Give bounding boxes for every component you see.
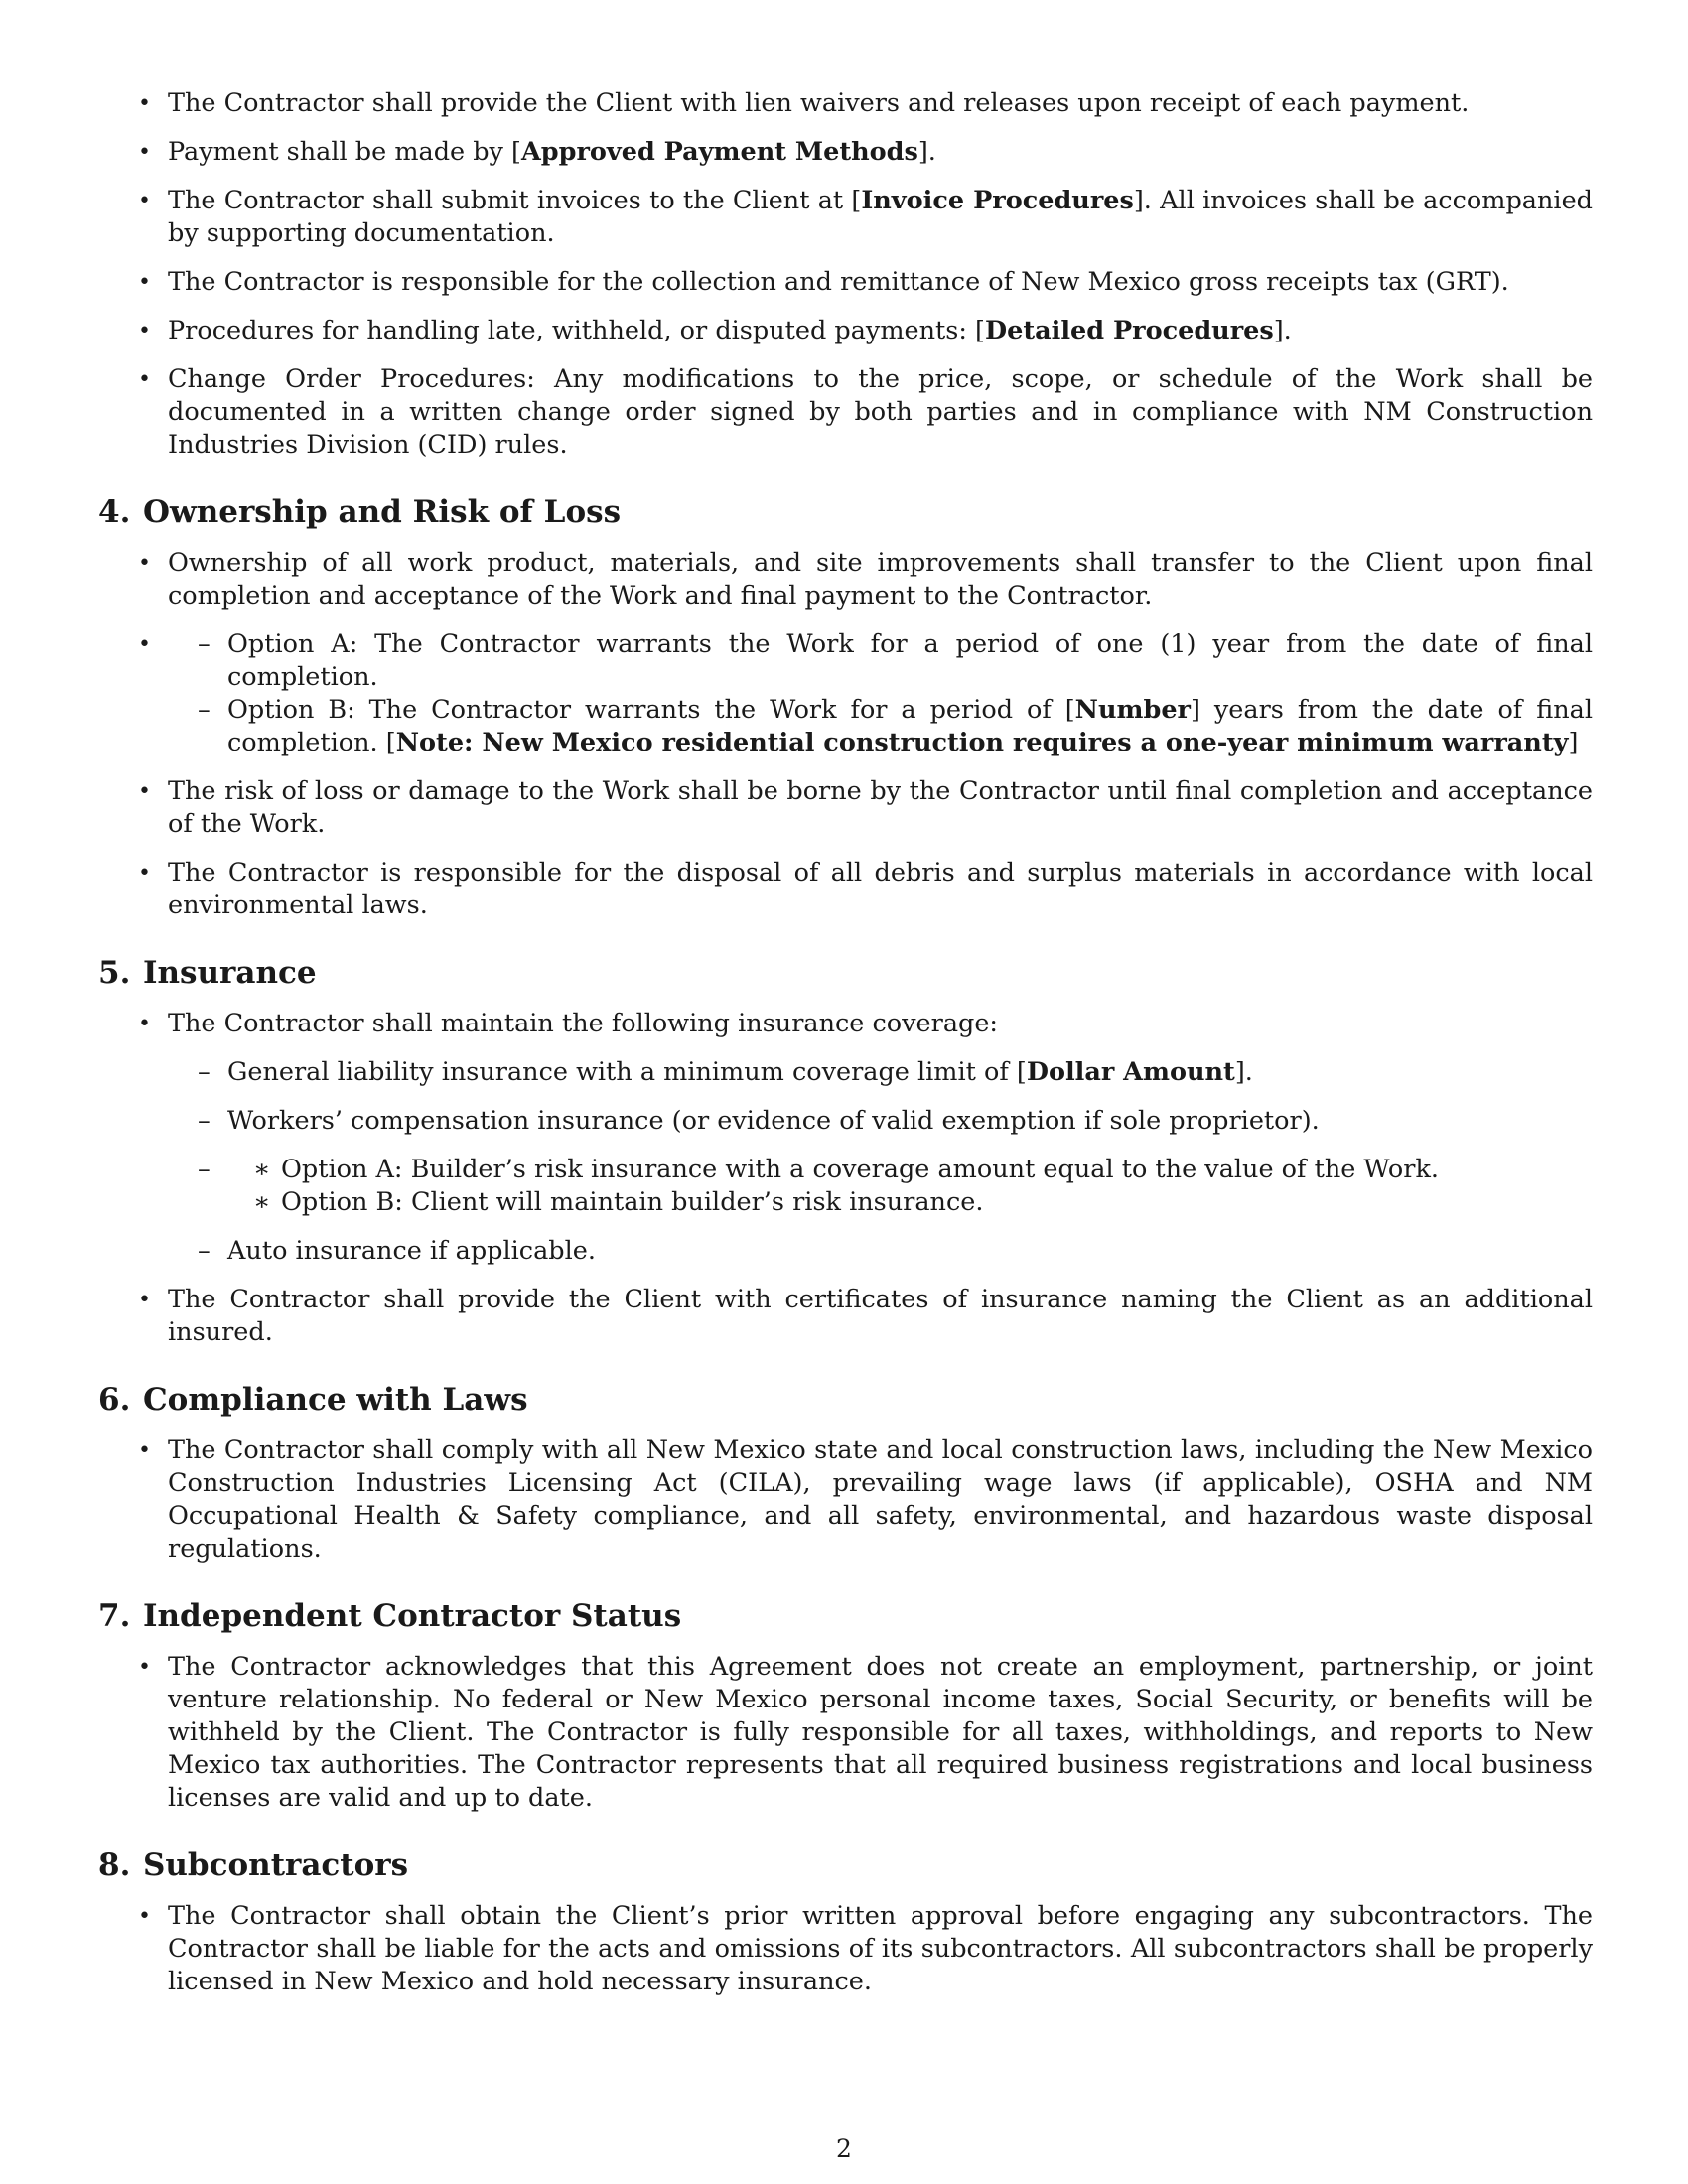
payment-terms-list: [98, 87, 1593, 462]
list-item: • Change Order Procedures: Any modifications to the price, scope, or schedule of the Work shall be documented in a written change order signed by both parties and in compliance with NM Construction Industries Division (CID) rules.: [98, 363, 1593, 462]
section-heading-ownership: 4. Ownership and Risk of Loss: [98, 494, 622, 530]
placeholder-field: Invoice Procedures: [861, 186, 1134, 215]
list-item: [98, 628, 1593, 759]
list-item: • The Contractor shall provide the Client with lien waivers and releases upon receipt of each payment.: [98, 87, 1593, 120]
subcontractors-list: [98, 1900, 1593, 1998]
list-item: • The Contractor shall comply with all New Mexico state and local construction laws, including the New Mexico Construction Industries Licensing Act (CILA), prevailing wage laws (if applicable), OSHA and NM Occupational Health & Safety compliance, and all safety, environmental, and hazardous waste disposal regulations.: [98, 1434, 1593, 1566]
list-item: • Ownership of all work product, materials, and site improvements shall transfer to the Client upon final completion and acceptance of the Work and final payment to the Contractor.: [98, 547, 1593, 613]
list-item: – General liability insurance with a minimum coverage limit of [Dollar Amount].: [168, 1056, 1593, 1089]
list-item: ∗ – Option A: Builder’s risk insurance with a coverage amount equal to the value of the Work.: [227, 1154, 1593, 1186]
list-item: • Procedures for handling late, withheld, or disputed payments: [Detailed Procedures].: [98, 315, 1593, 347]
section-heading-insurance: 5. Insurance: [98, 955, 317, 991]
list-item: • The Contractor shall provide the Client with certificates of insurance naming the Client as an additional insured.: [98, 1284, 1593, 1349]
list-item: ∗ Option B: Client will maintain builder’s risk insurance.: [227, 1186, 1593, 1219]
document-page: [98, 87, 1593, 2014]
list-item: • Payment shall be made by [Approved Payment Methods].: [98, 136, 1593, 169]
section-heading-subcontractors: 8. Subcontractors: [98, 1847, 409, 1883]
ownership-list: [98, 547, 1593, 922]
warranty-option-b: – Option B: The Contractor warrants the Work for a period of [Number] years from the date of final completion. [Note: New Mexico residential construction requires a one-year minimum warranty]: [168, 694, 1593, 759]
placeholder-field: Detailed Procedures: [985, 316, 1274, 345]
section-heading-independent-contractor: 7. Independent Contractor Status: [98, 1598, 682, 1634]
list-item: • The Contractor shall obtain the Client’s prior written approval before engaging any subcontractors. The Contractor shall be liable for the acts and omissions of its subcontractors. All subcontractors shall be properly licensed in New Mexico and hold necessary insurance.: [98, 1900, 1593, 1998]
warranty-note: Note: New Mexico residential construction requires a one-year minimum warranty: [395, 728, 1569, 757]
list-item: • The Contractor is responsible for the collection and remittance of New Mexico gross receipts tax (GRT).: [98, 266, 1593, 299]
list-item: – Auto insurance if applicable.: [168, 1235, 1593, 1268]
list-item: [168, 1154, 1593, 1219]
compliance-list: [98, 1434, 1593, 1566]
list-item: • The Contractor acknowledges that this Agreement does not create an employment, partnership, or joint venture relationship. No federal or New Mexico personal income taxes, Social Security, or benefits will be withheld by the Client. The Contractor is fully responsible for all taxes, withholdings, and reports to New Mexico tax authorities. The Contractor represents that all required business registrations and local business licenses are valid and up to date.: [98, 1651, 1593, 1815]
list-item: • The Contractor is responsible for the disposal of all debris and surplus materials in accordance with local environmental laws.: [98, 857, 1593, 922]
warranty-option-a: – • Option A: The Contractor warrants the Work for a period of one (1) year from the date of final completion.: [168, 628, 1593, 694]
page-number: 2: [836, 2134, 852, 2163]
insurance-list: [98, 1008, 1593, 1349]
placeholder-field: Approved Payment Methods: [521, 137, 918, 167]
section-heading-compliance: 6. Compliance with Laws: [98, 1382, 528, 1418]
independent-contractor-list: [98, 1651, 1593, 1815]
list-item: • The Contractor shall maintain the following insurance coverage: – General liability insurance with a minimum coverage limit of [Dollar Amount]. – Workers’ compensation insurance (or evidence of valid exemption if sole proprietor). ∗ – Option A: Builder’s risk insurance with a coverage amount equal to the value of the Work. ∗ Option B: Client will maintain builder’s risk insurance. – Auto insurance if applicable.: [98, 1008, 1593, 1268]
list-item: • The Contractor shall submit invoices to the Client at [Invoice Procedures]. All invoices shall be accompanied by supporting documentation.: [98, 185, 1593, 250]
list-item: • The risk of loss or damage to the Work shall be borne by the Contractor until final completion and acceptance of the Work.: [98, 775, 1593, 841]
list-item: – Workers’ compensation insurance (or evidence of valid exemption if sole proprietor).: [168, 1105, 1593, 1138]
insurance-coverage-list: [168, 1056, 1593, 1268]
warranty-options: [168, 628, 1593, 759]
builders-risk-options: [227, 1154, 1593, 1219]
